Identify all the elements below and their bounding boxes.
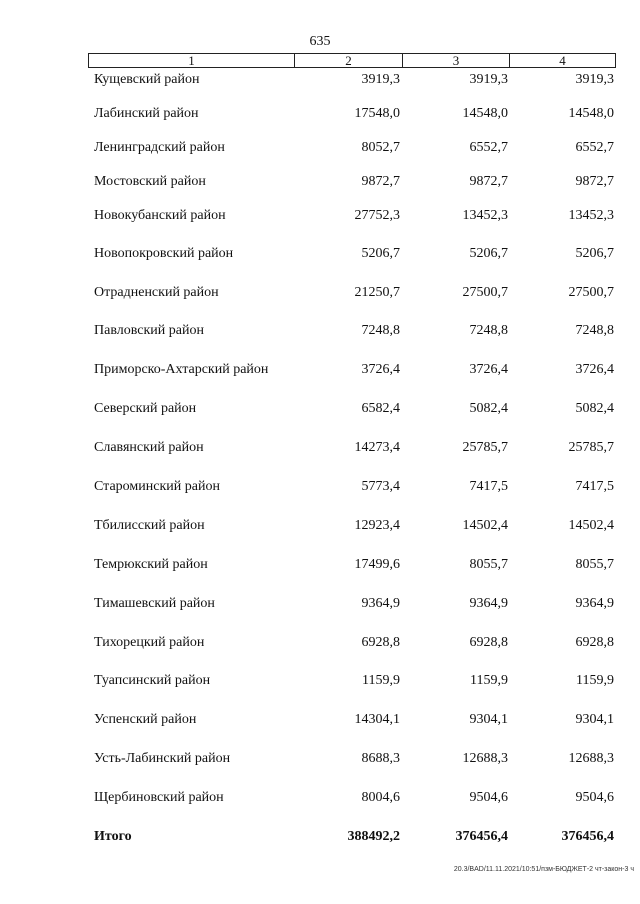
- table-row: [88, 631, 616, 655]
- row-name: Отрадненский район: [94, 285, 219, 300]
- row-name: Успенский район: [94, 712, 197, 727]
- value-col-2: 5773,4: [361, 479, 400, 494]
- row-name: Темрюкский район: [94, 557, 208, 572]
- value-col-2: 21250,7: [354, 285, 400, 300]
- row-name: Лабинский район: [94, 106, 199, 121]
- value-col-2: 17548,0: [354, 106, 400, 121]
- value-col-2: 5206,7: [361, 246, 400, 261]
- row-name: Тихорецкий район: [94, 635, 205, 650]
- table-row: [88, 242, 616, 266]
- row-name: Туапсинский район: [94, 673, 211, 688]
- value-col-2: 14304,1: [354, 712, 400, 727]
- value-col-2: 6928,8: [361, 635, 400, 650]
- table-row: [88, 475, 616, 499]
- value-col-2: 9872,7: [361, 174, 400, 189]
- value-col-4: 14502,4: [568, 518, 614, 533]
- value-col-2: 8688,3: [361, 751, 400, 766]
- value-col-3: 6552,7: [469, 140, 508, 155]
- header-cell-3: 3: [403, 54, 510, 67]
- table-row: [88, 204, 616, 228]
- value-col-4: 12688,3: [568, 751, 614, 766]
- table-row: [88, 358, 616, 382]
- page-number: 635: [309, 34, 331, 49]
- value-col-4: 5082,4: [575, 401, 614, 416]
- table-row: [88, 397, 616, 421]
- row-name: Приморско-Ахтарский район: [94, 362, 269, 377]
- row-name: Новопокровский район: [94, 246, 234, 261]
- value-col-4: 7417,5: [575, 479, 614, 494]
- value-col-4: 1159,9: [576, 673, 614, 688]
- value-col-3: 9304,1: [469, 712, 508, 727]
- value-col-4: 9364,9: [575, 596, 614, 611]
- table-row: [88, 319, 616, 343]
- table-row: [88, 102, 616, 126]
- table-row: [88, 669, 616, 693]
- value-col-2: 6582,4: [361, 401, 400, 416]
- value-col-2: 9364,9: [361, 596, 400, 611]
- value-col-4: 5206,7: [575, 246, 614, 261]
- table-row: [88, 136, 616, 160]
- value-col-2: 3919,3: [361, 72, 400, 87]
- row-name: Северский район: [94, 401, 197, 416]
- row-name: Кущевский район: [94, 72, 200, 87]
- value-col-4: 376456,4: [561, 829, 614, 844]
- value-col-4: 9504,6: [575, 790, 614, 805]
- value-col-2: 388492,2: [347, 829, 400, 844]
- value-col-4: 3726,4: [575, 362, 614, 377]
- value-col-4: 14548,0: [568, 106, 614, 121]
- value-col-4: 6552,7: [575, 140, 614, 155]
- row-name: Усть-Лабинский район: [94, 751, 231, 766]
- value-col-4: 8055,7: [575, 557, 614, 572]
- value-col-4: 25785,7: [568, 440, 614, 455]
- value-col-3: 27500,7: [462, 285, 508, 300]
- value-col-3: 376456,4: [455, 829, 508, 844]
- value-col-4: 6928,8: [575, 635, 614, 650]
- value-col-3: 7248,8: [469, 323, 508, 338]
- value-col-2: 27752,3: [354, 208, 400, 223]
- value-col-4: 3919,3: [575, 72, 614, 87]
- header-cell-4: 4: [559, 53, 566, 68]
- table-row: [88, 553, 616, 577]
- value-col-3: 8055,7: [469, 557, 508, 572]
- value-col-3: 9504,6: [469, 790, 508, 805]
- header-cell-1: 1: [89, 54, 295, 67]
- table-row: [88, 436, 616, 460]
- row-name: Ленинградский район: [94, 140, 225, 155]
- row-name: Тбилисский район: [94, 518, 205, 533]
- value-col-3: 1159,9: [470, 673, 508, 688]
- value-col-3: 14548,0: [462, 106, 508, 121]
- value-col-2: 8004,6: [361, 790, 400, 805]
- value-col-2: 1159,9: [362, 673, 400, 688]
- value-col-3: 5206,7: [469, 246, 508, 261]
- value-col-3: 25785,7: [462, 440, 508, 455]
- row-name: Итого: [94, 829, 132, 844]
- table-row: [88, 592, 616, 616]
- footer-code: 20.3/BAD/11.11.2021/10:51/пзм-БЮДЖЕТ-2 чт-закон-3 ч: [453, 866, 634, 873]
- value-col-2: 7248,8: [361, 323, 400, 338]
- value-col-2: 8052,7: [361, 140, 400, 155]
- value-col-4: 13452,3: [568, 208, 614, 223]
- value-col-4: 27500,7: [568, 285, 614, 300]
- row-name: Мостовский район: [94, 174, 206, 189]
- value-col-3: 5082,4: [469, 401, 508, 416]
- table-row: [88, 170, 616, 194]
- value-col-3: 12688,3: [462, 751, 508, 766]
- row-name: Славянский район: [94, 440, 204, 455]
- value-col-4: 9872,7: [575, 174, 614, 189]
- row-name: Новокубанский район: [94, 208, 226, 223]
- table-row: [88, 281, 616, 305]
- table-row: [88, 786, 616, 810]
- value-col-4: 9304,1: [575, 712, 614, 727]
- value-col-2: 12923,4: [354, 518, 400, 533]
- value-col-3: 9872,7: [469, 174, 508, 189]
- value-col-3: 7417,5: [469, 479, 508, 494]
- value-col-3: 14502,4: [462, 518, 508, 533]
- value-col-2: 17499,6: [354, 557, 400, 572]
- row-name: Павловский район: [94, 323, 204, 338]
- value-col-2: 14273,4: [354, 440, 400, 455]
- value-col-3: 6928,8: [469, 635, 508, 650]
- row-name: Щербиновский район: [94, 790, 224, 805]
- total-row: [88, 825, 616, 849]
- value-col-3: 9364,9: [469, 596, 508, 611]
- table-header: [88, 53, 616, 68]
- table-row: [88, 514, 616, 538]
- table-row: [88, 68, 616, 92]
- value-col-4: 7248,8: [575, 323, 614, 338]
- table-row: [88, 747, 616, 771]
- value-col-2: 3726,4: [361, 362, 400, 377]
- value-col-3: 13452,3: [462, 208, 508, 223]
- row-name: Тимашевский район: [94, 596, 215, 611]
- value-col-3: 3919,3: [469, 72, 508, 87]
- header-cell-2: 2: [295, 54, 403, 67]
- table-row: [88, 708, 616, 732]
- row-name: Староминский район: [94, 479, 220, 494]
- value-col-3: 3726,4: [469, 362, 508, 377]
